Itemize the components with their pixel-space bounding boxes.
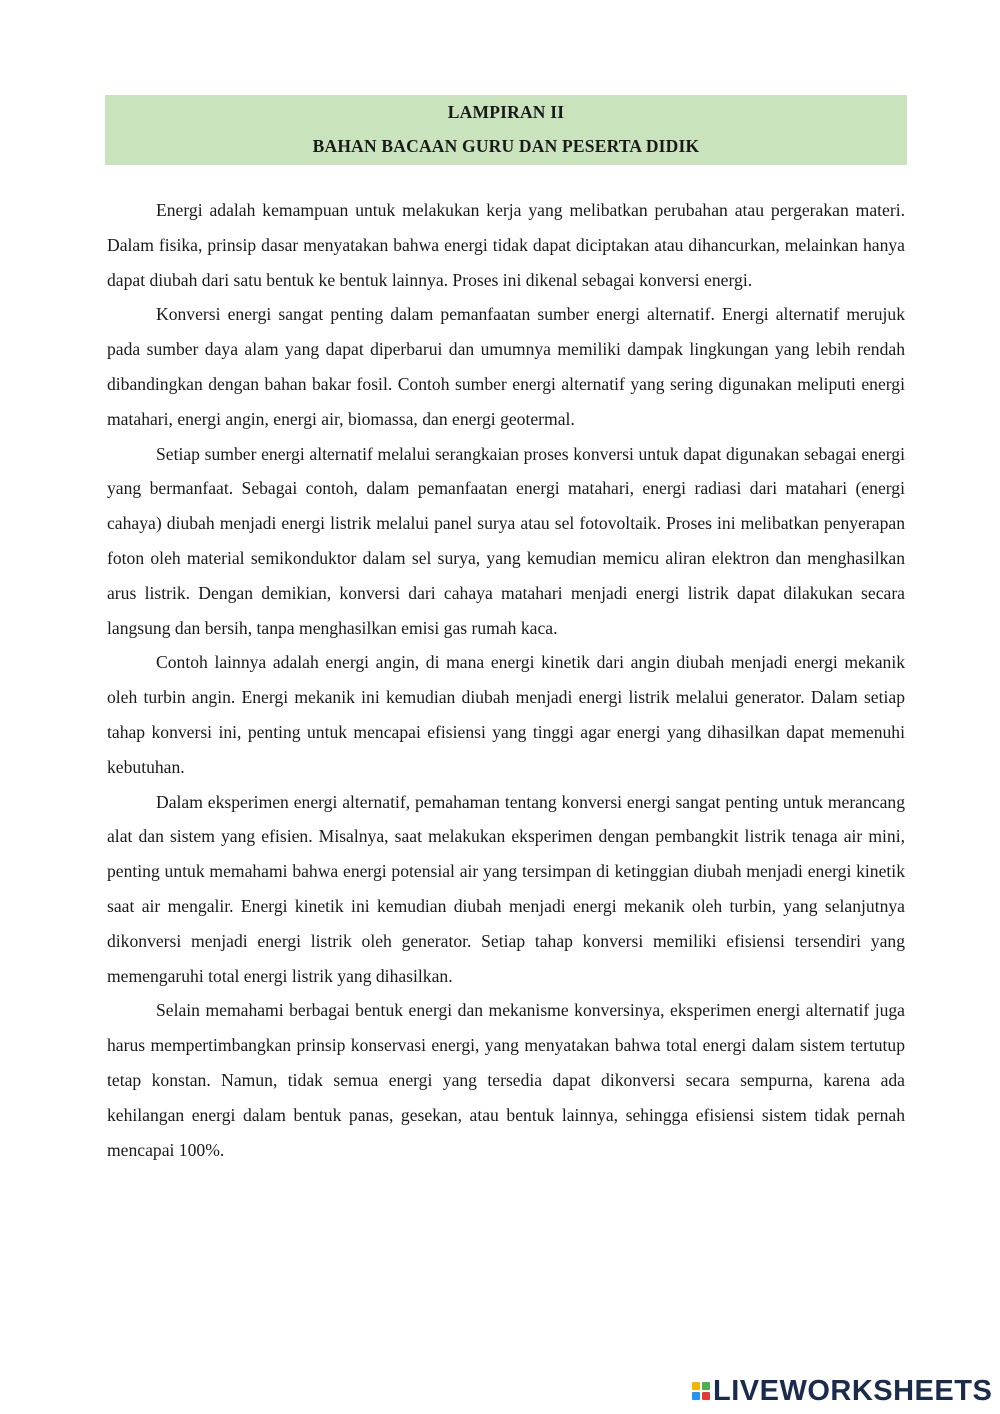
paragraph: Selain memahami berbagai bentuk energi dan mekanisme konversinya, eksperimen energi alternatif juga harus mempertimbangkan prinsip konservasi energi, yang menyatakan bahwa total energi dalam sistem tertutup tetap konstan. Namun, tidak semua energi yang tersedia dapat dikonversi secara sempurna, karena ada kehilangan energi dalam bentuk panas, gesekan, atau bentuk lainnya, sehingga efisiensi sistem tidak pernah mencapai 100%.: [107, 1000, 905, 1160]
appendix-label: LAMPIRAN II: [447, 102, 565, 122]
paragraph: Contoh lainnya adalah energi angin, di mana energi kinetik dari angin diubah menjadi energi mekanik oleh turbin angin. Energi mekanik ini kemudian diubah menjadi energi listrik melalui generator. Dalam setiap tahap konversi ini, penting untuk mencapai efisiensi yang tinggi agar energi yang dihasilkan dapat memenuhi kebutuhan.: [107, 652, 905, 777]
appendix-header: [105, 95, 907, 165]
liveworksheets-logo: [692, 1374, 992, 1408]
paragraph: Konversi energi sangat penting dalam pemanfaatan sumber energi alternatif. Energi alternatif merujuk pada sumber daya alam yang dapat diperbarui dan umumnya memiliki dampak lingkungan yang lebih rendah dibandingkan dengan bahan bakar fosil. Contoh sumber energi alternatif yang sering digunakan meliputi energi matahari, energi angin, energi air, biomassa, dan energi geotermal.: [107, 304, 905, 429]
logo-text: LIVEWORKSHEETS: [713, 1374, 993, 1407]
reading-text: [107, 193, 905, 1167]
logo-squares-icon: [692, 1382, 710, 1400]
paragraph: Setiap sumber energi alternatif melalui serangkaian proses konversi untuk dapat digunakan sebagai energi yang bermanfaat. Sebagai contoh, dalam pemanfaatan energi matahari, energi radiasi dari matahari (energi cahaya) diubah menjadi energi listrik melalui panel surya atau sel fotovoltaik. Proses ini melibatkan penyerapan foton oleh material semikonduktor dalam sel surya, yang kemudian memicu aliran elektron dan menghasilkan arus listrik. Dengan demikian, konversi dari cahaya matahari menjadi energi listrik dapat dilakukan secara langsung dan bersih, tanpa menghasilkan emisi gas rumah kaca.: [107, 443, 905, 638]
appendix-title: BAHAN BACAAN GURU DAN PESERTA DIDIK: [312, 136, 700, 156]
paragraph: Dalam eksperimen energi alternatif, pemahaman tentang konversi energi sangat penting untuk merancang alat dan sistem yang efisien. Misalnya, saat melakukan eksperimen dengan pembangkit listrik tenaga air mini, penting untuk memahami bahwa energi potensial air yang tersimpan di ketinggian diubah menjadi energi kinetik saat air mengalir. Energi kinetik ini kemudian diubah menjadi energi mekanik oleh turbin, yang selanjutnya dikonversi menjadi energi listrik oleh generator. Setiap tahap konversi memiliki efisiensi tersendiri yang memengaruhi total energi listrik yang dihasilkan.: [107, 791, 905, 986]
paragraph: Energi adalah kemampuan untuk melakukan kerja yang melibatkan perubahan atau pergerakan materi. Dalam fisika, prinsip dasar menyatakan bahwa energi tidak dapat diciptakan atau dihancurkan, melainkan hanya dapat diubah dari satu bentuk ke bentuk lainnya. Proses ini dikenal sebagai konversi energi.: [107, 200, 905, 290]
